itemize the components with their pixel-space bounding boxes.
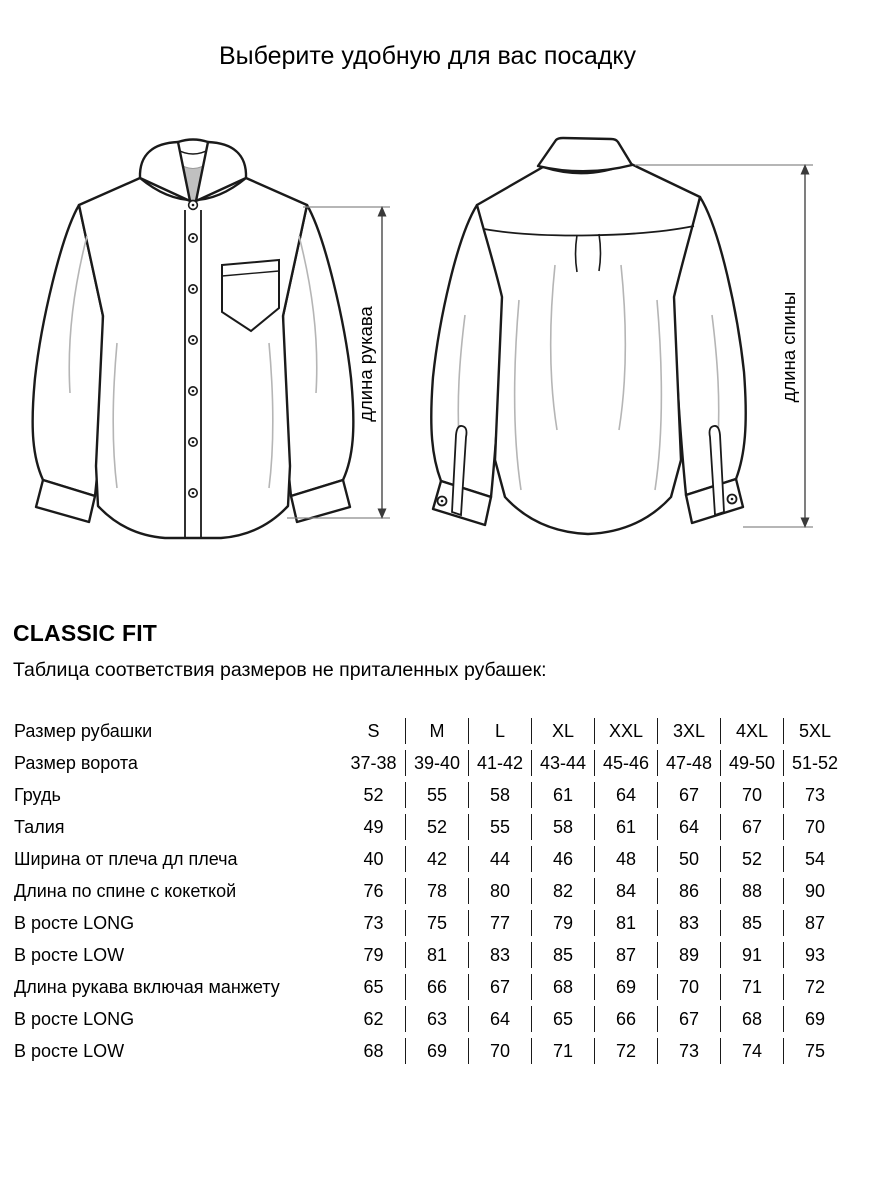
table-cell: 44 xyxy=(468,846,531,872)
table-cell: 46 xyxy=(531,846,594,872)
table-subtitle: Таблица соответствия размеров не приталенных рубашек: xyxy=(13,659,547,681)
table-cell: 52 xyxy=(720,846,783,872)
table-cell: 5XL xyxy=(783,718,846,744)
size-table-body xyxy=(14,718,846,1064)
table-cell: 72 xyxy=(783,974,846,1000)
page-title: Выберите удобную для вас посадку xyxy=(218,42,637,70)
table-cell: 82 xyxy=(531,878,594,904)
table-cell: 67 xyxy=(468,974,531,1000)
table-cell: 75 xyxy=(783,1038,846,1064)
table-cell: 47-48 xyxy=(657,750,720,776)
table-cell: 64 xyxy=(594,782,657,808)
table-cell: 81 xyxy=(405,942,468,968)
table-cell: 78 xyxy=(405,878,468,904)
table-row xyxy=(14,974,846,1000)
table-cell: 66 xyxy=(405,974,468,1000)
table-cell: 86 xyxy=(657,878,720,904)
shirt-back-figure xyxy=(415,125,835,565)
table-row xyxy=(14,814,846,840)
table-cell: 63 xyxy=(405,1006,468,1032)
table-cell: 51-52 xyxy=(783,750,846,776)
table-row xyxy=(14,910,846,936)
table-cell: 87 xyxy=(783,910,846,936)
back-length-label: длина спины xyxy=(778,291,799,403)
row-label: Размер рубашки xyxy=(14,720,153,741)
table-cell: 71 xyxy=(720,974,783,1000)
table-cell: 41-42 xyxy=(468,750,531,776)
table-cell: 50 xyxy=(657,846,720,872)
table-cell: 65 xyxy=(363,976,384,997)
table-cell: 61 xyxy=(531,782,594,808)
back-collar xyxy=(538,138,632,171)
table-cell: 77 xyxy=(468,910,531,936)
shirt-front-figure xyxy=(15,128,405,558)
classic-fit-heading: CLASSIC FIT xyxy=(13,620,158,646)
table-cell: XL xyxy=(531,718,594,744)
table-cell: 85 xyxy=(531,942,594,968)
table-cell: 76 xyxy=(363,880,384,901)
table-cell: 79 xyxy=(531,910,594,936)
table-cell: L xyxy=(468,718,531,744)
table-row xyxy=(14,1006,846,1032)
table-row xyxy=(14,718,846,744)
table-cell: 42 xyxy=(405,846,468,872)
table-cell: 39-40 xyxy=(405,750,468,776)
table-cell: 67 xyxy=(657,1006,720,1032)
table-cell: 54 xyxy=(783,846,846,872)
table-cell: 58 xyxy=(468,782,531,808)
table-cell: 72 xyxy=(594,1038,657,1064)
table-row xyxy=(14,1038,846,1064)
table-cell: 75 xyxy=(405,910,468,936)
table-cell: 67 xyxy=(720,814,783,840)
table-cell: S xyxy=(367,720,380,741)
table-cell: 64 xyxy=(468,1006,531,1032)
table-cell: 40 xyxy=(363,848,384,869)
table-cell: 70 xyxy=(657,974,720,1000)
table-cell: 93 xyxy=(783,942,846,968)
table-cell: 55 xyxy=(405,782,468,808)
table-cell: 88 xyxy=(720,878,783,904)
shirt-front-drawing xyxy=(33,178,354,538)
size-table xyxy=(14,712,846,1070)
row-label: Длина рукава включая манжету xyxy=(14,976,280,997)
table-cell: 69 xyxy=(405,1038,468,1064)
table-cell: 52 xyxy=(405,814,468,840)
table-cell: 90 xyxy=(783,878,846,904)
table-cell: 73 xyxy=(657,1038,720,1064)
table-cell: M xyxy=(405,718,468,744)
table-cell: 67 xyxy=(657,782,720,808)
table-cell: 84 xyxy=(594,878,657,904)
row-label: В росте LONG xyxy=(14,912,135,933)
table-cell: 71 xyxy=(531,1038,594,1064)
table-cell: 55 xyxy=(468,814,531,840)
table-cell: 66 xyxy=(594,1006,657,1032)
table-cell: 73 xyxy=(363,912,384,933)
table-cell: XXL xyxy=(594,718,657,744)
table-cell: 91 xyxy=(720,942,783,968)
row-label: В росте LOW xyxy=(14,944,125,965)
table-cell: 80 xyxy=(468,878,531,904)
table-cell: 69 xyxy=(594,974,657,1000)
table-cell: 48 xyxy=(594,846,657,872)
table-row xyxy=(14,878,846,904)
table-cell: 4XL xyxy=(720,718,783,744)
table-cell: 69 xyxy=(783,1006,846,1032)
table-cell: 83 xyxy=(657,910,720,936)
table-cell: 58 xyxy=(531,814,594,840)
table-cell: 61 xyxy=(594,814,657,840)
row-label: Талия xyxy=(14,816,65,837)
table-cell: 70 xyxy=(783,814,846,840)
table-cell: 65 xyxy=(531,1006,594,1032)
table-cell: 68 xyxy=(531,974,594,1000)
table-cell: 81 xyxy=(594,910,657,936)
table-cell: 49 xyxy=(363,816,384,837)
table-cell: 68 xyxy=(363,1040,384,1061)
table-cell: 68 xyxy=(720,1006,783,1032)
table-cell: 79 xyxy=(363,944,384,965)
table-cell: 74 xyxy=(720,1038,783,1064)
table-cell: 49-50 xyxy=(720,750,783,776)
table-row xyxy=(14,750,846,776)
table-cell: 3XL xyxy=(657,718,720,744)
row-label: Длина по спине с кокеткой xyxy=(14,880,237,901)
row-label: Грудь xyxy=(14,784,61,805)
table-cell: 85 xyxy=(720,910,783,936)
table-cell: 64 xyxy=(657,814,720,840)
table-cell: 83 xyxy=(468,942,531,968)
table-cell: 43-44 xyxy=(531,750,594,776)
table-cell: 73 xyxy=(783,782,846,808)
sleeve-length-label: длина рукава xyxy=(355,306,376,422)
table-row xyxy=(14,782,846,808)
table-cell: 70 xyxy=(720,782,783,808)
table-row xyxy=(14,846,846,872)
shirt-back-drawing xyxy=(431,163,745,534)
table-cell: 87 xyxy=(594,942,657,968)
table-cell: 70 xyxy=(468,1038,531,1064)
row-label: Размер ворота xyxy=(14,752,138,773)
table-cell: 52 xyxy=(363,784,384,805)
table-row xyxy=(14,942,846,968)
table-cell: 62 xyxy=(363,1008,384,1029)
row-label: В росте LONG xyxy=(14,1008,135,1029)
table-cell: 45-46 xyxy=(594,750,657,776)
table-cell: 89 xyxy=(657,942,720,968)
table-cell: 37-38 xyxy=(350,752,397,773)
row-label: Ширина от плеча дл плеча xyxy=(14,848,238,869)
row-label: В росте LOW xyxy=(14,1040,125,1061)
